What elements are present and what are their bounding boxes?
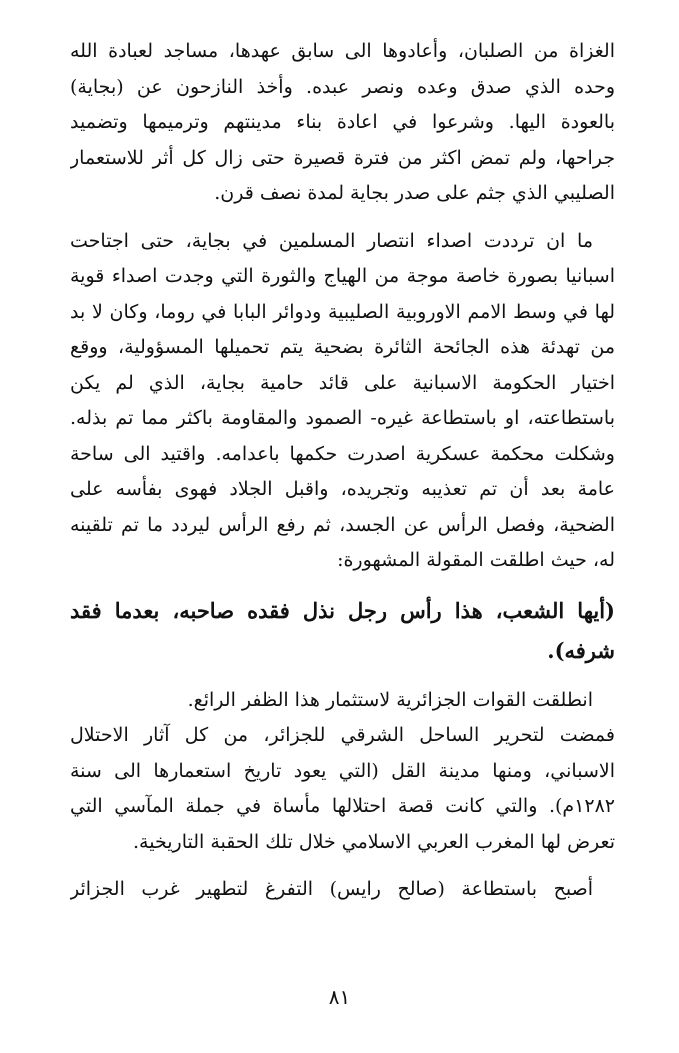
text-line: له، حيث اطلقت المقولة المشهورة: [337,549,615,571]
text-line: الضحية، وفصل الرأس عن الجسد، ثم رفع الرأس ليردد ما تم تلقينه [70,513,615,536]
text-line: بالعودة اليها. وشرعوا في اعادة بناء مدينتهم وترميمها وتضميد [70,111,615,133]
text-line: ما ان ترددت اصداء انتصار المسلمين في بجاية، حتى اجتاحت [70,229,593,252]
text-line: ١٢٨٢م). والتي كانت قصة احتلالها مأساة في جملة المآسي التي [70,795,615,817]
quote-paragraph [70,591,615,671]
text-line: الاسباني، ومنها مدينة القل (التي يعود تاريخ استعمارها الى سنة [70,759,615,782]
paragraph-gap [70,860,615,872]
text-line: وحده الذي صدق وعده ونصر عبده. وأخذ النازحون عن (بجاية) [70,75,615,98]
paragraph-4 [70,683,615,861]
text-line: اختيار الحكومة الاسبانية على قائد حامية بجاية، الذي لم يكن [70,371,615,394]
quote-line: شرفه). [547,637,615,663]
page-body [70,34,615,908]
paragraph-gap [70,212,615,224]
page-number: ٨١ [328,985,351,1009]
text-line: جراحها، ولم تمض اكثر من فترة قصيرة حتى زال كل أثر للاستعمار [70,146,615,169]
paragraph-2 [70,224,615,579]
text-line: انطلقت القوات الجزائرية لاستثمار هذا الظفر الرائع. [187,688,593,711]
text-line: عامة بعد أن تم تعذيبه وتجريده، واقبل الجلاد فهوى بفأسه على [70,478,615,500]
text-line: الغزاة من الصلبان، وأعادوها الى سابق عهدها، مساجد لعبادة الله [70,40,615,62]
text-line: لها في وسط الامم الاوروبية الصليبية ودوائر البابا في روما، وكان لا بد [70,300,615,323]
text-line: الصليبي الذي جثم على صدر بجاية لمدة نصف قرن. [214,182,615,204]
text-line: تعرض لها المغرب العربي الاسلامي خلال تلك الحقبة التاريخية. [133,830,615,853]
paragraph-5 [70,872,615,908]
text-line: وشكلت محكمة عسكرية اصدرت حكمها باعدامه. واقتيد الى ساحة [70,442,615,465]
text-line: اسبانيا بصورة خاصة موجة من الهياج والثورة التي وجدت اصداء قوية [70,265,615,287]
paragraph-gap [70,579,615,591]
quote-line: (أيها الشعب، هذا رأس رجل نذل فقده صاحبه، بعدما فقد [70,597,615,623]
text-line: من تهدئة هذه الجائحة الثائرة بضحية يتم تحميلها المسؤولية، ووقع [70,336,615,358]
paragraph-1 [70,34,615,212]
text-line: فمضت لتحرير الساحل الشرقي للجزائر، من كل آثار الاحتلال [70,724,615,746]
text-line: أصبح باستطاعة (صالح رايس) التفرغ لتطهير غرب الجزائر [70,878,593,900]
paragraph-gap [70,671,615,683]
text-line: باستطاعته، او باستطاعة غيره- الصمود والمقاومة باكثر مما تم بذله. [70,407,615,429]
